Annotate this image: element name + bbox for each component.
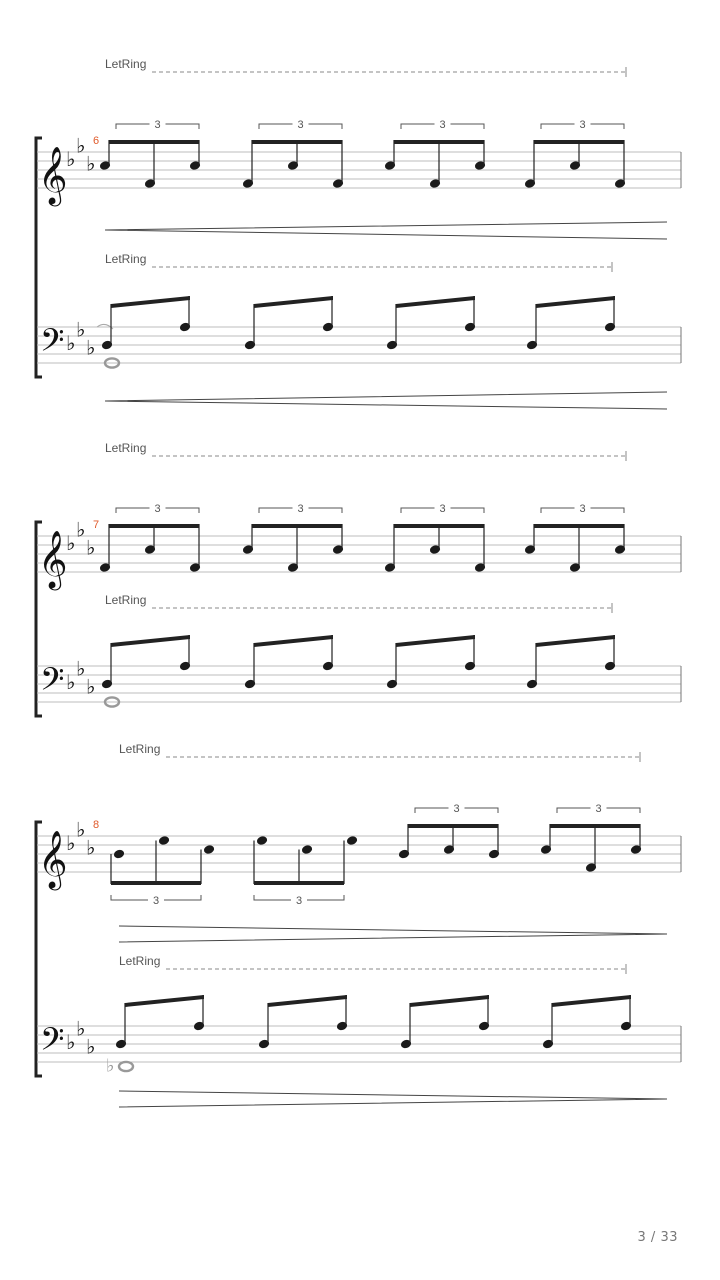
treble-staff xyxy=(37,536,681,572)
note-head xyxy=(113,848,126,859)
decrescendo-hairpin xyxy=(119,1091,667,1107)
note-head xyxy=(301,844,314,855)
tuplet-bracket xyxy=(541,508,575,513)
bass-clef-icon: 𝄢 xyxy=(40,1021,65,1065)
tuplet-bracket xyxy=(111,895,148,900)
key-signature-flat-icon: ♭ xyxy=(86,151,96,176)
tuplet-bracket xyxy=(116,508,150,513)
key-signature-flat-icon: ♭ xyxy=(66,331,76,355)
measure-number: 8 xyxy=(93,819,100,831)
note-head xyxy=(346,835,359,846)
note-beam xyxy=(109,524,199,528)
let-ring-label: LetRing xyxy=(105,593,147,607)
note-beam xyxy=(536,296,615,308)
note-beam xyxy=(254,296,333,308)
tuplet-bracket xyxy=(309,124,343,129)
treble-clef-icon: 𝄞 xyxy=(38,530,68,588)
key-signature-flat-icon: ♭ xyxy=(76,133,86,158)
whole-note-head xyxy=(119,1062,133,1071)
note-beam xyxy=(254,881,344,885)
key-signature-flat-icon: ♭ xyxy=(86,835,96,860)
tuplet-bracket xyxy=(451,508,485,513)
tuplet-number: 3 xyxy=(439,119,446,131)
tuplet-bracket xyxy=(166,508,200,513)
note-beam xyxy=(550,824,640,828)
note-head xyxy=(256,835,269,846)
key-signature-flat-icon: ♭ xyxy=(86,535,96,560)
bass-clef-icon: 𝄢 xyxy=(40,661,65,705)
tuplet-bracket xyxy=(557,808,591,813)
tuplet-number: 3 xyxy=(154,119,161,131)
tuplet-bracket xyxy=(607,808,641,813)
tuplet-number: 3 xyxy=(297,503,304,515)
note-beam xyxy=(396,635,475,647)
tuplet-bracket xyxy=(166,124,200,129)
key-signature-flat-icon: ♭ xyxy=(86,1034,96,1059)
note-beam xyxy=(408,824,498,828)
tuplet-bracket xyxy=(465,808,499,813)
key-signature-flat-icon: ♭ xyxy=(66,147,76,171)
tuplet-number: 3 xyxy=(295,895,303,907)
note-beam xyxy=(125,995,204,1007)
note-beam xyxy=(552,995,631,1007)
note-beam xyxy=(534,524,624,528)
note-beam xyxy=(111,635,190,647)
tuplet-bracket xyxy=(307,895,344,900)
tuplet-bracket xyxy=(451,124,485,129)
tuplet-number: 3 xyxy=(154,503,161,515)
note-beam xyxy=(268,995,347,1007)
flat-accidental-icon: ♭ xyxy=(106,1055,115,1077)
page-indicator: 3 / 33 xyxy=(637,1230,678,1245)
treble-staff xyxy=(37,152,681,188)
note-beam xyxy=(111,296,190,308)
key-signature-flat-icon: ♭ xyxy=(76,817,86,842)
tuplet-number: 3 xyxy=(439,503,446,515)
tuplet-bracket xyxy=(415,808,449,813)
note-beam xyxy=(254,635,333,647)
note-head xyxy=(158,835,171,846)
note-beam xyxy=(410,995,489,1007)
key-signature-flat-icon: ♭ xyxy=(86,335,96,360)
tuplet-bracket xyxy=(401,508,435,513)
key-signature-flat-icon: ♭ xyxy=(66,531,76,555)
measure-number: 6 xyxy=(93,135,100,147)
key-signature-flat-icon: ♭ xyxy=(66,1030,76,1054)
tuplet-bracket xyxy=(116,124,150,129)
tuplet-bracket xyxy=(591,124,625,129)
treble-staff xyxy=(37,836,681,872)
key-signature-flat-icon: ♭ xyxy=(76,656,86,681)
tuplet-bracket xyxy=(259,124,293,129)
key-signature-flat-icon: ♭ xyxy=(76,317,86,342)
let-ring-label: LetRing xyxy=(119,742,161,756)
tuplet-number: 3 xyxy=(595,803,602,815)
decrescendo-hairpin xyxy=(119,926,667,942)
bass-staff xyxy=(37,666,681,702)
measure-number: 7 xyxy=(93,519,100,531)
note-beam xyxy=(111,881,201,885)
tuplet-bracket xyxy=(591,508,625,513)
crescendo-hairpin xyxy=(105,392,667,409)
tuplet-bracket xyxy=(309,508,343,513)
tuplet-number: 3 xyxy=(579,119,586,131)
note-beam xyxy=(394,524,484,528)
tuplet-number: 3 xyxy=(297,119,304,131)
note-beam xyxy=(536,635,615,647)
let-ring-label: LetRing xyxy=(119,954,161,968)
note-beam xyxy=(396,296,475,308)
tuplet-bracket xyxy=(164,895,201,900)
key-signature-flat-icon: ♭ xyxy=(76,517,86,542)
let-ring-label: LetRing xyxy=(105,57,147,71)
note-beam xyxy=(394,140,484,144)
key-signature-flat-icon: ♭ xyxy=(86,674,96,699)
key-signature-flat-icon: ♭ xyxy=(76,1016,86,1041)
tuplet-number: 3 xyxy=(152,895,160,907)
note-beam xyxy=(534,140,624,144)
key-signature-flat-icon: ♭ xyxy=(66,670,76,694)
tuplet-number: 3 xyxy=(579,503,586,515)
treble-clef-icon: 𝄞 xyxy=(38,830,68,888)
bass-staff xyxy=(37,327,681,363)
tuplet-bracket xyxy=(401,124,435,129)
note-beam xyxy=(109,140,199,144)
bass-clef-icon: 𝄢 xyxy=(40,322,65,366)
let-ring-label: LetRing xyxy=(105,252,147,266)
tuplet-bracket xyxy=(541,124,575,129)
let-ring-label: LetRing xyxy=(105,441,147,455)
bass-staff xyxy=(37,1026,681,1062)
treble-clef-icon: 𝄞 xyxy=(38,146,68,204)
key-signature-flat-icon: ♭ xyxy=(66,831,76,855)
note-beam xyxy=(252,524,342,528)
tuplet-number: 3 xyxy=(453,803,460,815)
tuplet-bracket xyxy=(254,895,291,900)
note-head xyxy=(203,844,216,855)
note-beam xyxy=(252,140,342,144)
crescendo-hairpin xyxy=(105,222,667,239)
tuplet-bracket xyxy=(259,508,293,513)
